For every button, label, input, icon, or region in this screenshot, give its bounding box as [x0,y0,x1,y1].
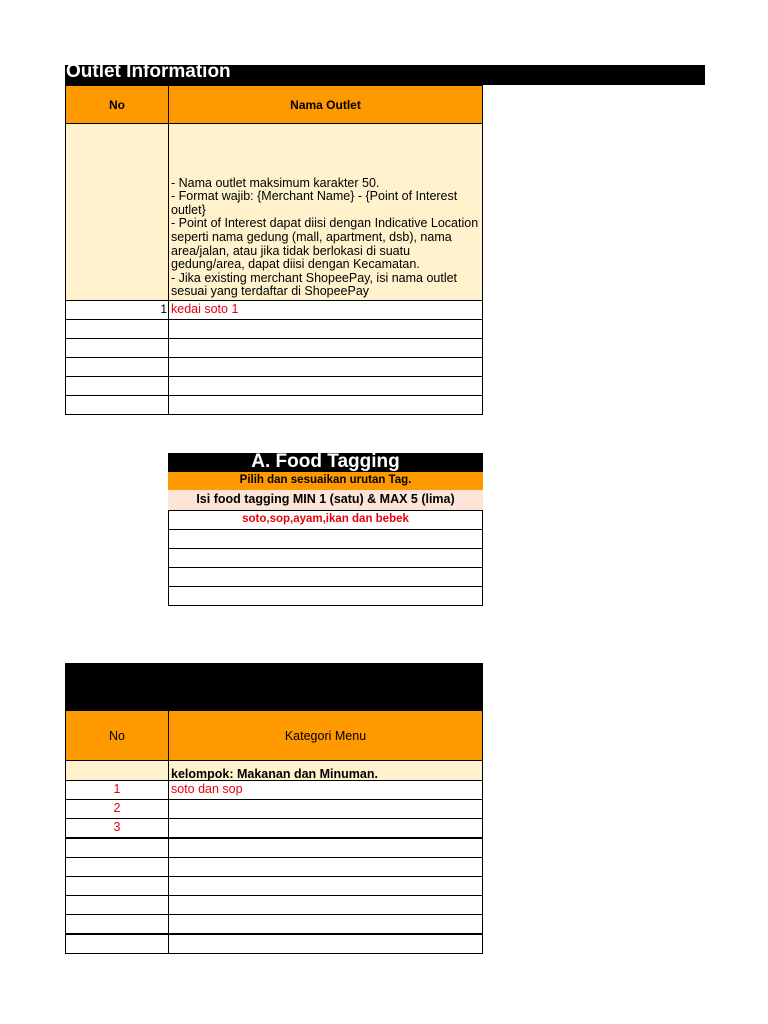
menu-row-category[interactable] [168,818,483,838]
outlet-name-guidelines: - Nama outlet maksimum karakter 50. - Format wajib: {Merchant Name} - {Point of Interest outlet} - Point of Interest dapat diisi dengan Indicative Location seperti nama gedung (mall, apartment, dsb), nama area/jalan, atau jika tidak berlokasi di suatu gedung/area, dapat diisi dengan Kecamatan. - Jika existing merchant ShopeePay, isi nama outlet sesuai yang terdaftar di ShopeePay [171,175,479,299]
outlet-row-name[interactable] [168,319,483,339]
menu-row-no[interactable] [65,914,169,934]
menu-row-category[interactable] [168,876,483,896]
menu-row-category[interactable] [168,799,483,819]
menu-row-no[interactable] [65,838,169,858]
menu-row-category[interactable] [168,895,483,915]
menu-row-no[interactable]: 1 [65,780,169,800]
outlet-name-header: Nama Outlet [168,85,483,124]
outlet-row-no[interactable]: 1 [65,300,169,320]
menu-row-category[interactable]: soto dan sop [168,780,483,800]
menu-row-no[interactable]: 2 [65,799,169,819]
menu-row-no[interactable] [65,876,169,896]
outlet-note-cell [168,123,483,301]
outlet-row-name[interactable] [168,395,483,415]
outlet-no-header: No [65,85,169,124]
menu-row-no[interactable] [65,857,169,877]
menu-no-header: No [65,710,169,761]
outlet-row-no[interactable] [65,338,169,358]
outlet-row-no[interactable] [65,376,169,396]
outlet-row-name[interactable] [168,357,483,377]
menu-note-no-cell [65,760,169,781]
menu-category-note: kelompok: Makanan dan Minuman. [171,767,378,781]
food-tagging-title: A. Food Tagging [168,453,483,472]
menu-row-no[interactable]: 3 [65,818,169,838]
food-tag-row[interactable] [168,548,483,568]
outlet-row-name[interactable]: kedai soto 1 [168,300,483,320]
food-tag-row[interactable]: soto,sop,ayam,ikan dan bebek [168,510,483,530]
menu-row-category[interactable] [168,838,483,858]
outlet-note-no-cell [65,123,169,301]
food-tagging-instruction: Pilih dan sesuaikan urutan Tag. [168,472,483,490]
menu-row-no[interactable] [65,895,169,915]
outlet-title-bar [65,65,705,85]
food-tag-row[interactable] [168,567,483,587]
menu-row-category[interactable] [168,934,483,954]
menu-row-category[interactable] [168,857,483,877]
food-tagging-rule: Isi food tagging MIN 1 (satu) & MAX 5 (lima) [168,490,483,510]
food-tag-row[interactable] [168,586,483,606]
menu-category-header: Kategori Menu [168,710,483,761]
outlet-row-no[interactable] [65,319,169,339]
outlet-section-title: Outlet Information [66,65,231,82]
outlet-row-no[interactable] [65,357,169,377]
outlet-row-name[interactable] [168,338,483,358]
menu-row-no[interactable] [65,934,169,954]
food-tag-row[interactable] [168,529,483,549]
menu-category-title-bar [65,663,483,711]
menu-note-cell [168,760,483,781]
menu-row-category[interactable] [168,914,483,934]
outlet-row-name[interactable] [168,376,483,396]
outlet-row-no[interactable] [65,395,169,415]
